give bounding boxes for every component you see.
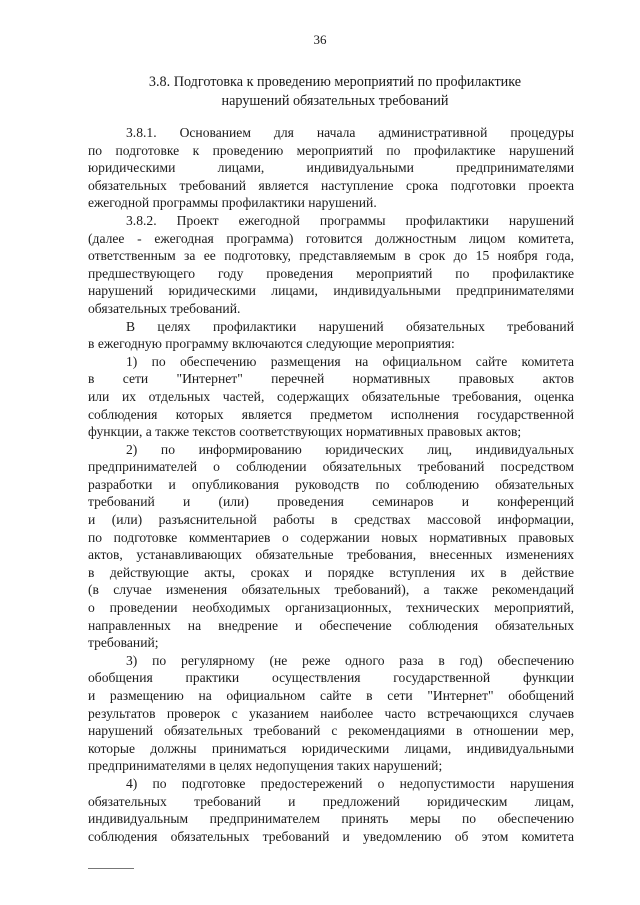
text-line: обязательных требований.	[88, 300, 241, 316]
text-line: нарушений юридическими лицами, индивидуальными предпринимателями	[88, 283, 574, 299]
text-line: 2) по информированию юридических лиц, индивидуальных	[126, 441, 574, 457]
text-line: 3) по регулярному (не реже одного раза в год) обеспечению	[126, 652, 574, 668]
text-line: по подготовке к проведению мероприятий по профилактике нарушений	[88, 142, 574, 158]
footnote-rule	[88, 868, 134, 869]
text-line: (далее - ежегодная программа) готовится должностным лицом комитета,	[88, 230, 574, 246]
text-line: соблюдения обязательных требований и уведомлению об этом комитета	[88, 828, 574, 844]
text-line: 1) по обеспечению размещения на официальном сайте комитета	[126, 353, 574, 369]
text-line: в ежегодную программу включаются следующие мероприятия:	[88, 336, 455, 352]
text-line: предпринимателей о соблюдении обязательных требований посредством	[88, 459, 574, 475]
text-line: соблюдения которых является предметом исполнения государственной	[88, 406, 574, 422]
text-line: 3.8.1. Основанием для начала административной процедуры	[126, 125, 574, 140]
text-line: разработки и опубликования руководств по соблюдению обязательных	[88, 476, 574, 492]
text-line: актов, устанавливающих обязательные требования, внесенных изменениях	[88, 547, 574, 563]
document-body	[88, 124, 574, 845]
text-line: (в случае изменения обязательных требований), а также рекомендаций	[88, 582, 574, 598]
text-line: требований и (или) проведения семинаров и конференций	[88, 494, 574, 510]
text-line: в сети "Интернет" перечней нормативных правовых актов	[88, 371, 574, 387]
text-line: предпринимателями в целях недопущения таких нарушений;	[88, 758, 443, 774]
page-number: 36	[313, 32, 327, 47]
text-line: 3.8.2. Проект ежегодной программы профилактики нарушений	[126, 212, 574, 228]
text-line: в действующие акты, сроках и порядке вступления их в действие	[88, 564, 574, 580]
section-heading	[70, 73, 600, 111]
text-line: функции, а также текстов соответствующих нормативных правовых актов;	[88, 424, 522, 440]
text-line: и размещению на официальном сайте в сети "Интернет" обобщений	[88, 688, 574, 703]
text-line: обобщения практики осуществления государственной функции	[88, 670, 574, 686]
text-line: которые должны приниматься юридическими лицами, индивидуальными	[88, 740, 574, 756]
text-line: 4) по подготовке предостережений о недопустимости нарушения	[126, 775, 574, 791]
text-line: В целях профилактики нарушений обязательных требований	[126, 318, 574, 334]
text-line: результатов проверок с указанием наиболее часто встречающихся случаев	[88, 705, 574, 721]
text-line: о проведении необходимых организационных, технических мероприятий,	[88, 600, 574, 616]
text-line: направленных на внедрение и обеспечение соблюдения обязательных	[88, 617, 574, 633]
text-line: нарушений обязательных требований с рекомендациями в отношении мер,	[88, 723, 574, 739]
text-line: по подготовке комментариев о содержании новых нормативных правовых	[88, 529, 574, 545]
text-line: индивидуальным предпринимателем принять меры по обеспечению	[88, 811, 574, 827]
text-line: требований;	[88, 635, 159, 651]
section-heading-line-2: нарушений обязательных требований	[221, 93, 449, 109]
section-heading-line-1: 3.8. Подготовка к проведению мероприятий по профилактике	[148, 74, 522, 90]
text-line: предшествующего году проведения мероприятий по профилактике	[88, 265, 574, 281]
text-line: юридическими лицами, индивидуальными предпринимателями	[88, 160, 574, 176]
text-line: обязательных требований является наступление срока подготовки проекта	[88, 177, 574, 193]
text-line: или их отдельных частей, содержащих обязательные требования, оценка	[88, 388, 574, 404]
text-line: обязательных требований и предложений юридическим лицам,	[88, 793, 574, 809]
text-line: и (или) разъяснительной работы в средствах массовой информации,	[88, 512, 574, 528]
text-line: ежегодной программы профилактики нарушений.	[88, 195, 377, 211]
text-line: ответственным за ее подготовку, представляемым в срок до 15 ноября года,	[88, 248, 574, 264]
